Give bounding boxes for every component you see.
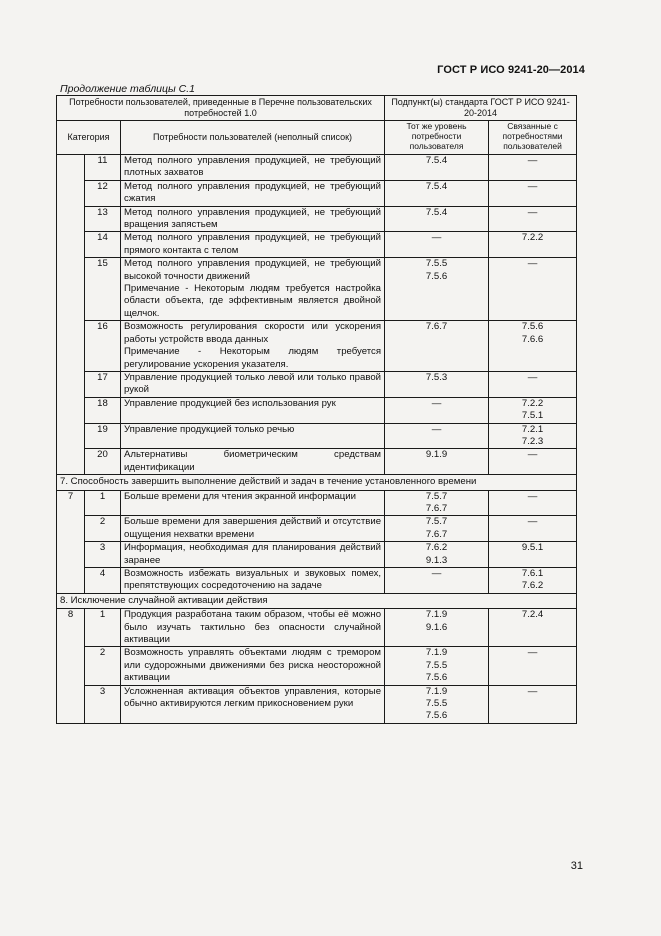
clause-ref: — (527, 647, 538, 659)
need-description (121, 423, 385, 449)
clause-ref: — (431, 397, 442, 409)
table-row (57, 568, 577, 594)
clause-ref: 7.5.7 (425, 490, 448, 502)
related-clauses (489, 490, 577, 516)
need-description (121, 397, 385, 423)
same-level-clauses (385, 397, 489, 423)
item-number: 3 (85, 685, 121, 723)
clause-ref: 7.5.6 (425, 270, 448, 282)
item-number: 1 (85, 490, 121, 516)
clause-ref: 7.5.3 (425, 371, 448, 383)
clause-ref: 9.1.3 (425, 554, 448, 566)
same-level-clauses (385, 647, 489, 685)
section-7 (57, 475, 577, 490)
clause-ref: — (527, 685, 538, 697)
same-level-clauses (385, 321, 489, 372)
table-row (57, 155, 577, 181)
clause-ref: — (527, 206, 538, 218)
same-level-clauses (385, 542, 489, 568)
item-number: 4 (85, 568, 121, 594)
clause-ref: 7.2.1 (521, 423, 544, 435)
clause-ref: 7.6.1 (521, 568, 544, 579)
item-number: 17 (85, 371, 121, 397)
same-level-clauses (385, 423, 489, 449)
need-description (121, 206, 385, 232)
need-text: Возможность избежать визуальных и звуковых помех, препятствующих сосредоточению на задаче (124, 568, 382, 592)
clause-ref: 9.5.1 (521, 542, 544, 554)
clause-ref: 7.2.3 (521, 435, 544, 447)
clause-ref: 7.5.4 (425, 180, 448, 192)
table-row (57, 232, 577, 258)
item-number: 2 (85, 516, 121, 542)
clause-ref: — (431, 232, 442, 244)
table-row (57, 647, 577, 685)
clause-ref: 7.6.7 (425, 528, 448, 540)
clause-ref: 7.1.9 (425, 685, 448, 697)
same-level-clauses (385, 180, 489, 206)
need-text: Больше времени для завершения действий и отсутствие ощущения нехватки времени (124, 516, 382, 540)
clause-ref: 7.6.2 (521, 580, 544, 592)
need-description (121, 609, 385, 647)
need-note: Примечание - Некоторым людям требуется настройка области объекта, где эффективным является двойной щелчок. (124, 283, 382, 319)
item-number: 15 (85, 258, 121, 321)
clause-ref: 7.5.5 (425, 258, 448, 270)
clause-ref: 7.5.5 (425, 698, 448, 710)
related-clauses (489, 685, 577, 723)
table-row (57, 397, 577, 423)
requirements-table (56, 95, 577, 724)
item-number: 14 (85, 232, 121, 258)
need-text: Метод полного управления продукцией, не требующий вращения запястьем (124, 206, 382, 231)
clause-ref: 7.1.9 (425, 609, 448, 621)
related-clauses (489, 647, 577, 685)
table-row (57, 321, 577, 372)
table-row (57, 449, 577, 475)
standard-code: ГОСТ Р ИСО 9241-20—2014 (437, 64, 585, 76)
clause-ref: — (527, 155, 538, 166)
related-clauses (489, 321, 577, 372)
related-clauses (489, 516, 577, 542)
clause-ref: — (527, 449, 538, 461)
need-text: Усложненная активация объектов управления, которые обычно активируются легким прикосновением руки (124, 685, 382, 710)
need-description (121, 516, 385, 542)
item-number: 2 (85, 647, 121, 685)
same-level-clauses (385, 258, 489, 321)
section-title: 8. Исключение случайной активации действия (57, 593, 577, 608)
need-description (121, 449, 385, 475)
clause-ref: — (527, 516, 538, 528)
need-description (121, 232, 385, 258)
table-row (57, 490, 577, 516)
section-8-rows (57, 609, 577, 724)
category-header: Категория (57, 121, 121, 155)
related-clauses (489, 180, 577, 206)
related-clauses (489, 206, 577, 232)
clause-ref: 7.2.2 (521, 232, 544, 244)
clause-ref: 7.5.4 (425, 155, 448, 166)
table-row (57, 685, 577, 723)
need-text: Продукция разработана таким образом, чтобы её можно было изучать тактильно без опасности случайной активации (124, 609, 382, 646)
table-row (57, 206, 577, 232)
clause-ref: 7.2.2 (521, 397, 544, 409)
need-text: Информация, необходимая для планирования действий заранее (124, 542, 382, 566)
need-description (121, 180, 385, 206)
table-row (57, 516, 577, 542)
related-clauses (489, 423, 577, 449)
needs-group-header: Потребности пользователей, приведенные в Перечне пользовательских потребностей 1.0 (57, 96, 385, 121)
page-number: 31 (570, 860, 583, 872)
item-number: 11 (85, 155, 121, 181)
clause-ref: 7.5.5 (425, 659, 448, 671)
clause-ref: — (431, 568, 442, 579)
related-clauses (489, 155, 577, 181)
same-level-clauses (385, 232, 489, 258)
clause-ref: — (527, 180, 538, 192)
table-row (57, 258, 577, 321)
need-text: Метод полного управления продукцией, не требующий высокой точности движений (124, 258, 382, 282)
item-number: 13 (85, 206, 121, 232)
table-row (57, 609, 577, 647)
same-level-clauses (385, 685, 489, 723)
clause-ref: 7.5.4 (425, 206, 448, 218)
clause-ref: 7.5.6 (521, 321, 544, 333)
clause-ref: 7.6.7 (425, 502, 448, 514)
clause-group-header: Подпункт(ы) стандарта ГОСТ Р ИСО 9241-20-2014 (385, 96, 577, 121)
clause-ref: — (431, 423, 442, 435)
table-row (57, 371, 577, 397)
header-row-1 (57, 96, 577, 121)
related-clauses (489, 542, 577, 568)
same-level-clauses (385, 516, 489, 542)
same-level-header: Тот же уровень потребности пользователя (385, 121, 489, 155)
need-note: Примечание - Некоторым людям требуется регулирование ускорения указателя. (124, 346, 382, 370)
item-number: 1 (85, 609, 121, 647)
same-level-clauses (385, 449, 489, 475)
category-cell: 8 (57, 609, 85, 724)
needs-list-header: Потребности пользователей (неполный список) (121, 121, 385, 155)
category-cell: 7 (57, 490, 85, 593)
section-8 (57, 593, 577, 608)
item-number: 12 (85, 180, 121, 206)
need-text: Управление продукцией без использования рук (124, 397, 336, 409)
need-text: Управление продукцией только речью (124, 423, 295, 435)
clause-ref: 7.1.9 (425, 647, 448, 659)
same-level-clauses (385, 155, 489, 181)
same-level-clauses (385, 568, 489, 594)
need-text: Метод полного управления продукцией, не требующий прямого контакта с телом (124, 232, 382, 256)
related-clauses (489, 397, 577, 423)
related-clauses (489, 232, 577, 258)
same-level-clauses (385, 490, 489, 516)
need-description (121, 258, 385, 321)
related-clauses (489, 449, 577, 475)
category-cell (57, 155, 85, 475)
need-description (121, 490, 385, 516)
same-level-clauses (385, 371, 489, 397)
clause-ref: 7.6.7 (425, 321, 448, 333)
clause-ref: 7.5.1 (521, 410, 544, 422)
clause-ref: 7.6.6 (521, 333, 544, 345)
same-level-clauses (385, 206, 489, 232)
clause-ref: 7.2.4 (521, 609, 544, 621)
need-description (121, 685, 385, 723)
related-clauses (489, 609, 577, 647)
item-number: 20 (85, 449, 121, 475)
clause-ref: 9.1.9 (425, 449, 448, 461)
need-text: Управление продукцией только левой или только правой рукой (124, 371, 382, 396)
related-clauses (489, 568, 577, 594)
need-text: Альтернативы биометрическим средствам идентификации (124, 449, 382, 473)
related-header: Связанные с потребностями пользователей (489, 121, 577, 155)
clause-ref: — (527, 371, 538, 383)
section-7-rows (57, 490, 577, 593)
need-description (121, 647, 385, 685)
need-description (121, 155, 385, 181)
same-level-clauses (385, 609, 489, 647)
clause-ref: — (527, 258, 538, 270)
table-continuation-label: Продолжение таблицы С.1 (60, 83, 195, 95)
clause-ref: 7.6.2 (425, 542, 448, 554)
clause-ref: — (527, 490, 538, 502)
table-row (57, 180, 577, 206)
related-clauses (489, 258, 577, 321)
item-number: 16 (85, 321, 121, 372)
need-description (121, 371, 385, 397)
clause-ref: 9.1.6 (425, 621, 448, 633)
clause-ref: 7.5.6 (425, 710, 448, 722)
clause-ref: 7.5.6 (425, 672, 448, 684)
need-text: Возможность управлять объектами людям с тремором или судорожными движениями без риска неосторожной активации (124, 647, 382, 684)
category-6-rows (57, 155, 577, 475)
table-row (57, 542, 577, 568)
need-text: Метод полного управления продукцией, не требующий сжатия (124, 180, 382, 205)
need-text: Возможность регулирования скорости или ускорения работы устройств ввода данных (124, 321, 382, 345)
item-number: 3 (85, 542, 121, 568)
table-row (57, 423, 577, 449)
need-description (121, 542, 385, 568)
need-text: Метод полного управления продукцией, не требующий плотных захватов (124, 155, 382, 179)
header-row-2 (57, 121, 577, 155)
item-number: 18 (85, 397, 121, 423)
section-title: 7. Способность завершить выполнение действий и задач в течение установленного времени (57, 475, 577, 490)
item-number: 19 (85, 423, 121, 449)
clause-ref: 7.5.7 (425, 516, 448, 528)
need-description (121, 568, 385, 594)
need-text: Больше времени для чтения экранной информации (124, 490, 357, 502)
need-description (121, 321, 385, 372)
related-clauses (489, 371, 577, 397)
